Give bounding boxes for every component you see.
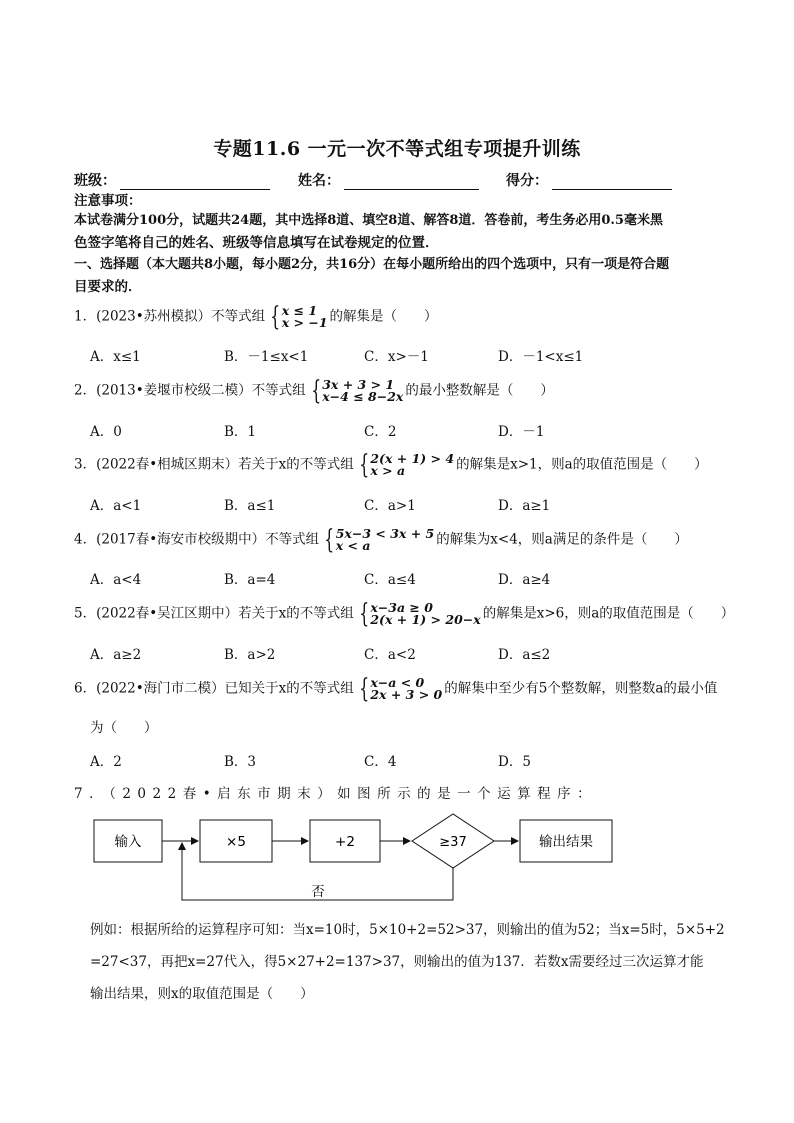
q6-ask-cont: 为（ ） [90, 720, 158, 736]
q4-ineq-1: 5x−3 < 3x + 5 [335, 526, 435, 541]
q4-option-c[interactable]: C．a≤4 [364, 572, 416, 588]
flow-plus2-label: +2 [335, 834, 355, 850]
name-field[interactable] [298, 170, 479, 190]
q6-option-a[interactable]: A．2 [90, 754, 122, 770]
q2-stem: 2．(2013•姜堰市校级二模）不等式组 [74, 382, 306, 399]
q6-option-b[interactable]: B．3 [224, 754, 257, 770]
q2-option-d[interactable]: D．－1 [498, 424, 545, 440]
q3-ask: 的解集是x>1，则a的取值范围是（ ） [456, 456, 708, 473]
question-5 [74, 601, 734, 627]
q6-ineq-1: x−a < 0 [370, 675, 425, 690]
name-blank[interactable] [344, 175, 479, 190]
question-6 [74, 676, 734, 702]
q4-option-d[interactable]: D．a≥4 [498, 572, 551, 588]
q2-ineq-2: x−4 ≤ 8−2x [322, 389, 404, 404]
q2-system: {3x + 3 > 1 x−4 ≤ 8−2x [310, 376, 404, 406]
q1-option-a[interactable]: A．x≤1 [90, 349, 141, 365]
q3-option-d[interactable]: D．a≥1 [498, 498, 551, 514]
q6-ineq-2: 2x + 3 > 0 [370, 687, 443, 702]
q5-stem: 5．(2022春•吴江区期中）若关于x的不等式组 [74, 605, 354, 622]
flow-output-label: 输出结果 [539, 834, 593, 850]
q3-system: {2(x + 1) > 4 x > a [359, 450, 455, 480]
question-4 [74, 527, 734, 553]
section-line-2: 目要求的． [74, 279, 142, 295]
q1-ineq-2: x > −1 [281, 315, 328, 330]
q7-example-line-1: 例如：根据所给的运算程序可知：当x=10时，5×10+2=52>37，则输出的值为52；当x=5时，5×5+2 [90, 922, 725, 938]
q7-stem: 7．（2022春•启东市期末）如图所示的是一个运算程序： [74, 786, 598, 802]
notice-line-1: 本试卷满分100分，试题共24题，其中选择8道、填空8道、解答8道．答卷前，考生务必用0.5毫米黑 [74, 213, 663, 228]
q5-option-b[interactable]: B．a>2 [224, 647, 276, 663]
q2-ask: 的最小整数解是（ ） [405, 382, 554, 399]
q1-stem: 1．(2023•苏州模拟）不等式组 [74, 308, 266, 325]
q2-ineq-1: 3x + 3 > 1 [322, 377, 395, 392]
q6-option-c[interactable]: C．4 [364, 754, 397, 770]
class-field[interactable] [74, 170, 270, 190]
q6-stem: 6．(2022•海门市二模）已知关于x的不等式组 [74, 680, 354, 697]
class-blank[interactable] [120, 175, 270, 190]
q1-ineq-1: x ≤ 1 [281, 303, 318, 318]
q6-option-d[interactable]: D．5 [498, 754, 531, 770]
question-2 [74, 378, 734, 404]
q5-option-d[interactable]: D．a≤2 [498, 647, 551, 663]
q2-option-c[interactable]: C．2 [364, 424, 397, 440]
q3-ineq-2: x > a [370, 463, 406, 478]
q4-option-b[interactable]: B．a=4 [224, 572, 276, 588]
q4-stem: 4．(2017春•海安市校级期中）不等式组 [74, 531, 320, 548]
q5-option-c[interactable]: C．a<2 [364, 647, 416, 663]
q7-example-line-2: =27<37，再把x=27代入，得5×27+2=137>37，则输出的值为137．若数x需要经过三次运算才能 [90, 954, 704, 970]
q6-ask: 的解集中至少有5个整数解，则整数a的最小值 [444, 680, 718, 697]
q3-option-b[interactable]: B．a≤1 [224, 498, 276, 514]
notice-line-2: 色签字笔将自己的姓名、班级等信息填写在试卷规定的位置． [74, 235, 439, 251]
section-line-1: 一、选择题（本大题共8小题，每小题2分，共16分）在每小题所给出的四个选项中，只有一项是符合题 [74, 257, 670, 272]
q5-ineq-1: x−3a ≥ 0 [370, 600, 433, 615]
question-1 [74, 304, 734, 330]
question-3 [74, 452, 734, 478]
q5-option-a[interactable]: A．a≥2 [90, 647, 142, 663]
q5-system: {x−3a ≥ 0 2(x + 1) > 20−x [359, 599, 481, 629]
q1-ask: 的解集是（ ） [329, 308, 438, 325]
q3-option-a[interactable]: A．a<1 [90, 498, 142, 514]
q1-option-b[interactable]: B．－1≤x<1 [224, 349, 309, 365]
q4-option-a[interactable]: A．a<4 [90, 572, 142, 588]
q1-system: {x ≤ 1 x > −1 [270, 302, 328, 332]
flow-input-label: 输入 [114, 834, 142, 850]
q4-ask: 的解集为x<4，则a满足的条件是（ ） [436, 531, 688, 548]
q4-system: {5x−3 < 3x + 5 x < a [324, 525, 435, 555]
page-title: 专题11.6 一元一次不等式组专项提升训练 [213, 138, 581, 160]
q1-option-d[interactable]: D．－1<x≤1 [498, 349, 584, 365]
q2-option-a[interactable]: A．0 [90, 424, 122, 440]
score-label: 得分： [506, 173, 548, 189]
class-label: 班级： [74, 173, 116, 189]
q4-ineq-2: x < a [335, 538, 371, 553]
flow-decision-label: ≥37 [439, 835, 467, 850]
q7-ask: 输出结果，则x的取值范围是（ ） [90, 986, 314, 1002]
flow-times5-label: ×5 [226, 834, 246, 850]
q1-option-c[interactable]: C．x>－1 [364, 349, 429, 365]
q5-ask: 的解集是x>6，则a的取值范围是（ ） [482, 605, 735, 622]
q3-ineq-1: 2(x + 1) > 4 [370, 451, 455, 466]
score-blank[interactable] [552, 175, 672, 190]
q3-option-c[interactable]: C．a>1 [364, 498, 416, 514]
q3-stem: 3．(2022春•相城区期末）若关于x的不等式组 [74, 456, 354, 473]
flowchart [90, 812, 630, 907]
flow-no-label: 否 [311, 884, 325, 900]
score-field[interactable] [506, 170, 672, 190]
q6-system: {x−a < 0 2x + 3 > 0 [359, 674, 443, 704]
notice-heading: 注意事项： [74, 193, 142, 209]
q2-option-b[interactable]: B．1 [224, 424, 257, 440]
q5-ineq-2: 2(x + 1) > 20−x [370, 612, 481, 627]
name-label: 姓名： [298, 173, 340, 189]
